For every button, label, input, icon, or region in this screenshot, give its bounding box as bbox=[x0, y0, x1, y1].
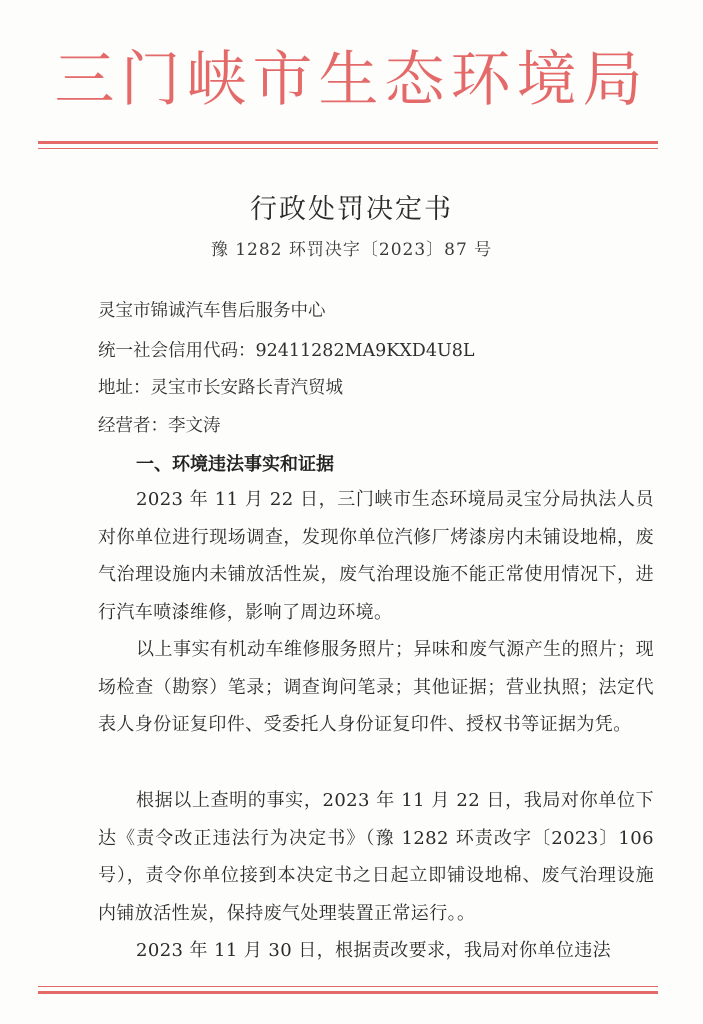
paragraph-evidence: 以上事实有机动车维修服务照片；异味和废气源产生的照片；现场检查（勘察）笔录；调查询问笔录；其他证据；营业执照；法定代表人身份证复印件、受委托人身份证复印件、授权书等证据为凭。 bbox=[98, 639, 654, 736]
section-heading: 一、环境违法事实和证据 bbox=[136, 454, 334, 475]
letterhead-rule-bottom bbox=[38, 148, 658, 149]
document-title: 行政处罚决定书 bbox=[250, 194, 453, 225]
party-credit-code: 统一社会信用代码：92411282MA9KXD4U8L bbox=[98, 341, 475, 361]
party-operator: 经营者：李文涛 bbox=[98, 416, 221, 436]
letterhead-org-name: 三门峡市生态环境局 bbox=[54, 45, 649, 115]
paragraph-facts: 2023 年 11 月 22 日，三门峡市生态环境局灵宝分局执法人员对你单位进行现场调查，发现你单位汽修厂烤漆房内未铺设地棉，废气治理设施内未铺放活性炭，废气治理设施不能正常使用情况下，进行汽车喷漆维修，影响了周边环境。 bbox=[98, 489, 654, 623]
document-number: 豫 1282 环罚决字〔2023〕87 号 bbox=[210, 240, 493, 260]
party-name: 灵宝市锦诚汽车售后服务中心 bbox=[98, 301, 326, 321]
footer-rule-bottom bbox=[38, 991, 658, 994]
letterhead-rule-top bbox=[38, 141, 658, 144]
footer-rule-top bbox=[38, 986, 658, 987]
paragraph-followup: 2023 年 11 月 30 日，根据责改要求，我局对你单位违法 bbox=[136, 940, 612, 961]
paragraph-order: 根据以上查明的事实，2023 年 11 月 22 日，我局对你单位下达《责令改正违法行为决定书》（豫 1282 环责改字〔2023〕106 号），责令你单位接到本决定书之日起立即铺设地棉、废气治理设施内铺放活性炭，保持废气处理装置正常运行。。 bbox=[98, 790, 654, 924]
party-address: 地址：灵宝市长安路长青汽贸城 bbox=[98, 378, 343, 398]
